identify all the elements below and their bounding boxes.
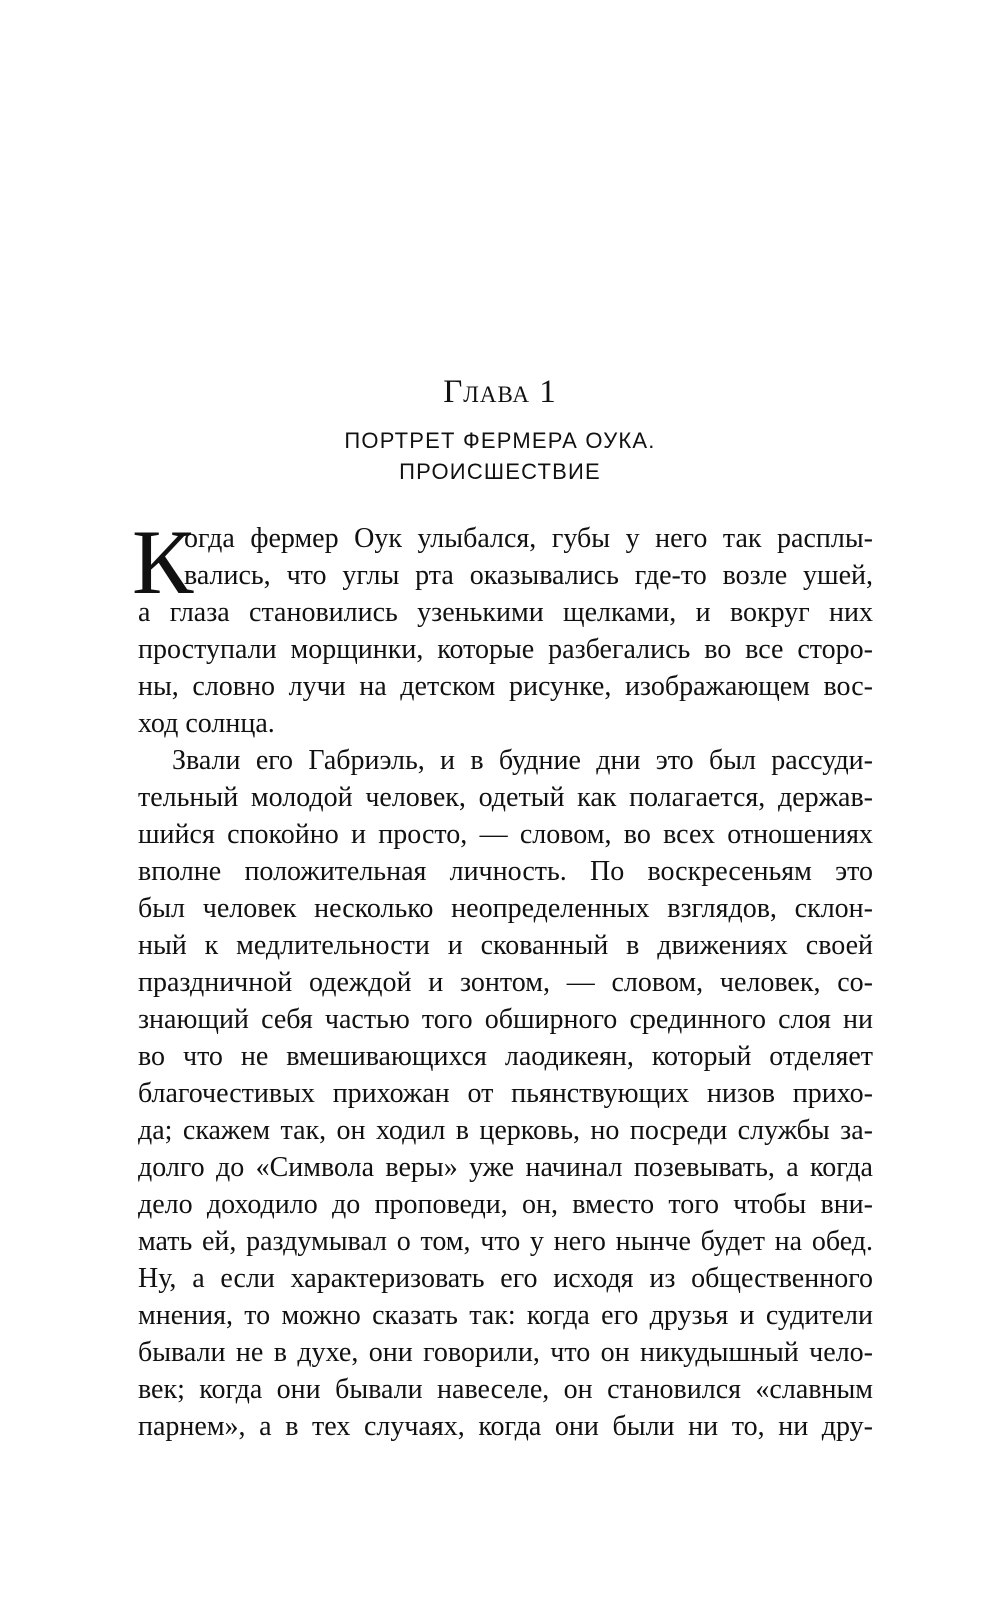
text-line: был человек несколько неопределенных взглядов, склон- bbox=[138, 893, 873, 924]
text-line: ны, словно лучи на детском рисунке, изображающем вос- bbox=[138, 671, 873, 702]
text-line: мать ей, раздумывал о том, что у него нынче будет на обед. bbox=[138, 1226, 873, 1257]
text-line: праздничной одеждой и зонтом, — словом, человек, со- bbox=[138, 967, 873, 998]
chapter-body bbox=[132, 511, 873, 1445]
text-line: бывали не в духе, они говорили, что он никудышный чело- bbox=[138, 1337, 873, 1368]
text-line: парнем», а в тех случаях, когда они были ни то, ни дру- bbox=[138, 1411, 873, 1442]
text-line: ный к медлительности и скованный в движениях своей bbox=[138, 930, 873, 961]
text-line: вполне положительная личность. По воскресеньям это bbox=[138, 856, 873, 887]
chapter-heading bbox=[0, 372, 1000, 412]
drop-cap: К bbox=[132, 511, 194, 613]
text-line: огда фермер Оук улыбался, губы у него так расплы- bbox=[184, 523, 873, 554]
chapter-number: 1 bbox=[539, 374, 557, 410]
text-line: вались, что углы рта оказывались где-то возле ушей, bbox=[184, 560, 873, 591]
text-line: а глаза становились узенькими щелками, и вокруг них bbox=[138, 597, 873, 628]
text-line: Звали его Габриэль, и в будние дни это был рассуди- bbox=[172, 745, 873, 776]
chapter-label: Глава bbox=[443, 374, 531, 410]
text-line: век; когда они бывали навеселе, он становился «славным bbox=[138, 1374, 873, 1405]
chapter-subtitle-line-2: ПРОИСШЕСТВИЕ bbox=[399, 459, 601, 484]
text-line: благочестивых прихожан от пьянствующих низов прихо- bbox=[138, 1078, 873, 1109]
text-line: дело доходило до проповеди, он, вместо того чтобы вни- bbox=[138, 1189, 873, 1220]
text-line: проступали морщинки, которые разбегались во все сторо- bbox=[138, 634, 873, 665]
text-line: Ну, а если характеризовать его исходя из общественного bbox=[138, 1263, 873, 1294]
chapter-subtitle-line-1: ПОРТРЕТ ФЕРМЕРА ОУКА. bbox=[344, 428, 656, 453]
text-line: знающий себя частью того обширного срединного слоя ни bbox=[138, 1004, 873, 1035]
paragraph-2 bbox=[138, 742, 873, 1445]
text-line: долго до «Символа веры» уже начинал позевывать, а когда bbox=[138, 1152, 873, 1183]
text-line: во что не вмешивающихся лаодикеян, который отделяет bbox=[138, 1041, 873, 1072]
text-line: тельный молодой человек, одетый как полагается, держав- bbox=[138, 782, 873, 813]
text-line: шийся спокойно и просто, — словом, во всех отношениях bbox=[138, 819, 873, 850]
text-line: мнения, то можно сказать так: когда его друзья и судители bbox=[138, 1300, 873, 1331]
text-line: ход солнца. bbox=[138, 708, 275, 739]
paragraph-1 bbox=[132, 511, 873, 742]
text-line: да; скажем так, он ходил в церковь, но посреди службы за- bbox=[138, 1115, 873, 1146]
